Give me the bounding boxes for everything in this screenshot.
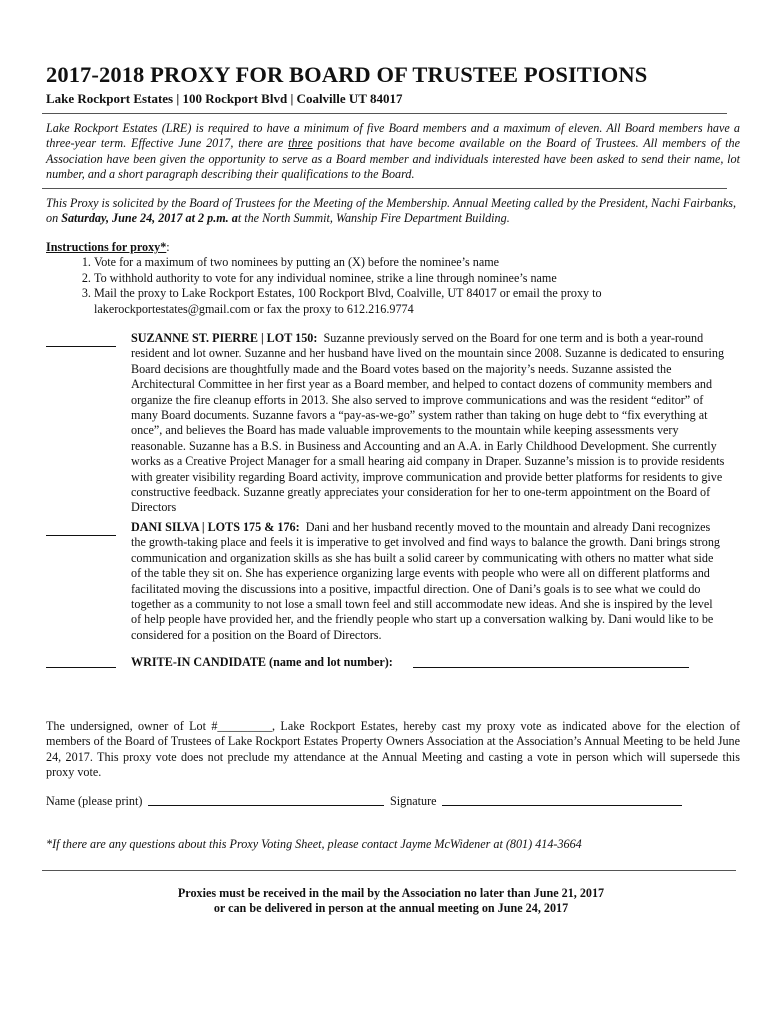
candidate-dani: [131, 520, 725, 643]
candidate-bio: Suzanne previously served on the Board for one term and is both a year-round resident and lot owner. Suzanne and her husband have lived on the mountain since 2008. Suzanne is dedicated to ensuring Board decisions are thoughtfully made and the Board votes based on the majority’s needs. Suzanne assisted the Architectural Committee in her first year as a Board member, and helped to contact dozens of community members and organize the fire cleanup efforts in 2013. She also served to improve communications and was the resident “editor” of many Board documents. Suzanne favors a “pay-as-we-go” system rather than taking on huge debt to “fix everything at once”, and believes the Board has made valuable improvements to the mountain while keeping assessments very reasonable. Suzanne has a B.S. in Business and Accounting and an A.A. in Early Childhood Development. She currently works as a Creative Project Manager for a small hearing aid company in Draper. Suzanne’s mission is to provide residents with greater visibility regarding Board activity, improve communication and provide better platforms for residents to give constructive feedback. Suzanne greatly appreciates your consideration for her to one-term appointment on the Board of Directors: [131, 331, 725, 515]
instructions-heading: Instructions for proxy*: [46, 240, 167, 254]
intro-text-a: Lake Rockport Estates (LRE) is required to have a minimum of five Board members and a maximum of eleven. All Board members have a three-year term. Effective June 2017, there are: [46, 121, 740, 151]
candidate-name: DANI SILVA | LOTS 175 & 176:: [131, 520, 300, 534]
instructions-section: [46, 240, 736, 317]
meeting-date: Saturday, June 24, 2017 at 2 p.m. a: [61, 211, 238, 226]
document-title: 2017-2018 PROXY FOR BOARD OF TRUSTEE POSITIONS: [46, 62, 648, 87]
solicitation-paragraph: [46, 196, 736, 227]
questions-note: *If there are any questions about this Proxy Voting Sheet, please contact Jayme McWidener at (801) 414-3664: [46, 837, 582, 851]
deadline-line-2: or can be delivered in person at the annual meeting on June 24, 2017: [213, 901, 569, 916]
undersigned-statement: The undersigned, owner of Lot #_________, Lake Rockport Estates, hereby cast my proxy vote as indicated above for the election of members of the Board of Trustees of Lake Rockport Estates Property Owners Association at the Association’s Annual Meeting to be held June 24, 2017. This proxy vote does not preclude my attendance at the Annual Meeting and casting a vote in person which will supersede this proxy vote.: [46, 719, 740, 780]
vote-blank-suzanne[interactable]: [46, 346, 116, 347]
intro-text-emphasis: three: [288, 136, 313, 151]
document-subtitle: Lake Rockport Estates | 100 Rockport Blvd | Coalville UT 84017: [46, 91, 403, 106]
vote-blank-write-in[interactable]: [46, 667, 116, 668]
divider: [42, 113, 727, 114]
signature-field[interactable]: [442, 805, 682, 806]
solicitation-text-a: This Proxy is solicited by the Board of Trustees for the Meeting of the Membership. Annual Meeting called by the President, Nachi Fairbanks, on: [46, 196, 736, 226]
instructions-list: [46, 255, 736, 317]
instructions-colon: :: [166, 240, 170, 254]
instruction-item: 1. Vote for a maximum of two nominees by putting an (X) before the nominee’s name: [94, 255, 736, 270]
write-in-label: WRITE-IN CANDIDATE (name and lot number):: [131, 655, 393, 669]
instruction-item: 2. To withhold authority to vote for any individual nominee, strike a line through nominee’s name: [94, 271, 736, 286]
intro-text-b: positions that have become available on the Board of Trustees. All members of the Association have been given the opportunity to serve as a Board member and individuals interested have been asked to send their name, lot number, and a short paragraph describing their qualifications to the Board.: [46, 136, 740, 182]
intro-paragraph: [46, 121, 740, 183]
vote-blank-dani[interactable]: [46, 535, 116, 536]
candidate-name: SUZANNE ST. PIERRE | LOT 150:: [131, 331, 318, 345]
divider: [42, 870, 736, 871]
write-in-field[interactable]: [413, 667, 689, 668]
candidate-suzanne: [131, 331, 725, 516]
instruction-item: 3. Mail the proxy to Lake Rockport Estates, 100 Rockport Blvd, Coalville, UT 84017 or email the proxy to lakerockportestates@gmail.com or fax the proxy to 612.216.9774: [94, 286, 736, 317]
deadline-line-1: Proxies must be received in the mail by the Association no later than June 21, 2017: [177, 886, 605, 900]
solicitation-text-b: t the North Summit, Wanship Fire Department Building.: [237, 211, 510, 226]
divider: [42, 188, 727, 189]
name-field[interactable]: [148, 805, 384, 806]
signature-label: Signature: [390, 794, 437, 808]
deadline-notice: [46, 886, 736, 917]
candidate-bio: Dani and her husband recently moved to the mountain and already Dani recognizes the growth-taking place and feels it is imperative to get involved and find ways to balance the growth. Dani brings strong communication and organization skills as she has built a solid career by communicating with others no matter what side of the table they sit on. She has experience organizing large events with people who were all on different platforms and facilitated moving the discussions into a positive, impactful direction. One of Dani’s goals is to see what we could do together as a community to not lose a small town feel and still accommodate new ideas. And she is inspired by the level of help people have provided her, and the friendly people who start up a conversation walking by. Dani would like to be considered for a position on the Board of Directors.: [131, 520, 721, 642]
name-label: Name (please print): [46, 794, 143, 808]
